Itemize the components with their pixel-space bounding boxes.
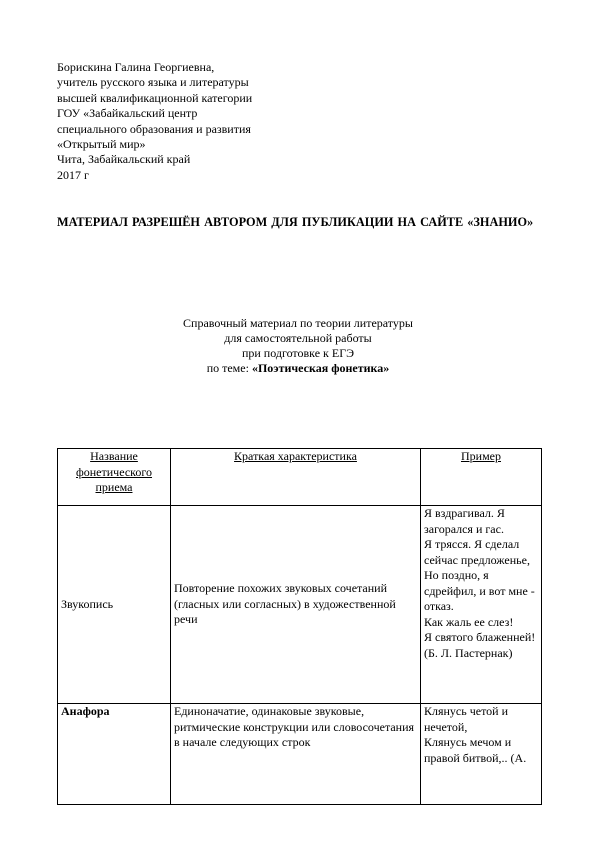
document-subtitle <box>57 316 539 376</box>
technique-description: Повторение похожих звуковых сочетаний (гласных или согласных) в художественной речи <box>171 506 421 704</box>
author-block <box>57 60 252 183</box>
header-description: Краткая характеристика <box>171 449 421 506</box>
example-line: Я вздрагивал. Я загорался и гас. <box>424 506 505 536</box>
subtitle-topic-prefix: по теме: <box>206 361 252 375</box>
phonetics-table <box>57 448 542 805</box>
example-line: Но поздно, я сдрейфил, и вот мне - отказ. <box>424 568 535 613</box>
publication-permission: МАТЕРИАЛ РАЗРЕШЁН АВТОРОМ ДЛЯ ПУБЛИКАЦИИ НА САЙТЕ «ЗНАНИО» <box>57 215 534 229</box>
author-org-line2: специального образования и развития <box>57 121 251 136</box>
table-row <box>58 704 542 805</box>
table-row <box>58 506 542 704</box>
example-line: Клянусь мечом и правой битвой,.. (А. <box>424 735 527 765</box>
technique-description: Единоначатие, одинаковые звуковые, ритмические конструкции или словосочетания в начале следующих строк <box>171 704 421 805</box>
example-line: Я святого блаженней! (Б. Л. Пастернак) <box>424 630 536 660</box>
technique-name: Звукопись <box>58 506 171 704</box>
author-org-line3: «Открытый мир» <box>57 137 146 152</box>
technique-example <box>421 704 542 805</box>
subtitle-line-1: Справочный материал по теории литературы <box>183 316 413 330</box>
subtitle-line-3: при подготовке к ЕГЭ <box>241 346 355 360</box>
author-category: высшей квалификационной категории <box>57 90 253 105</box>
header-technique-name: Название фонетического приема <box>58 449 171 506</box>
example-line: Клянусь четой и нечетой, <box>424 704 509 734</box>
example-line: Я трясся. Я сделал сейчас предложенье, <box>424 537 530 567</box>
header-example: Пример <box>421 449 542 506</box>
author-year: 2017 г <box>57 167 89 182</box>
subtitle-topic: «Поэтическая фонетика» <box>251 361 390 375</box>
subtitle-line-2: для самостоятельной работы <box>224 331 372 345</box>
technique-example <box>421 506 542 704</box>
table-header-row <box>58 449 542 506</box>
author-name: Борискина Галина Георгиевна, <box>57 60 215 74</box>
technique-name: Анафора <box>58 704 171 805</box>
author-org-line1: ГОУ «Забайкальский центр <box>57 106 198 121</box>
author-city: Чита, Забайкальский край <box>57 152 191 167</box>
author-position: учитель русского языка и литературы <box>57 75 249 90</box>
subtitle-line-4 <box>57 361 539 376</box>
example-line: Как жаль ее слез! <box>424 614 514 629</box>
